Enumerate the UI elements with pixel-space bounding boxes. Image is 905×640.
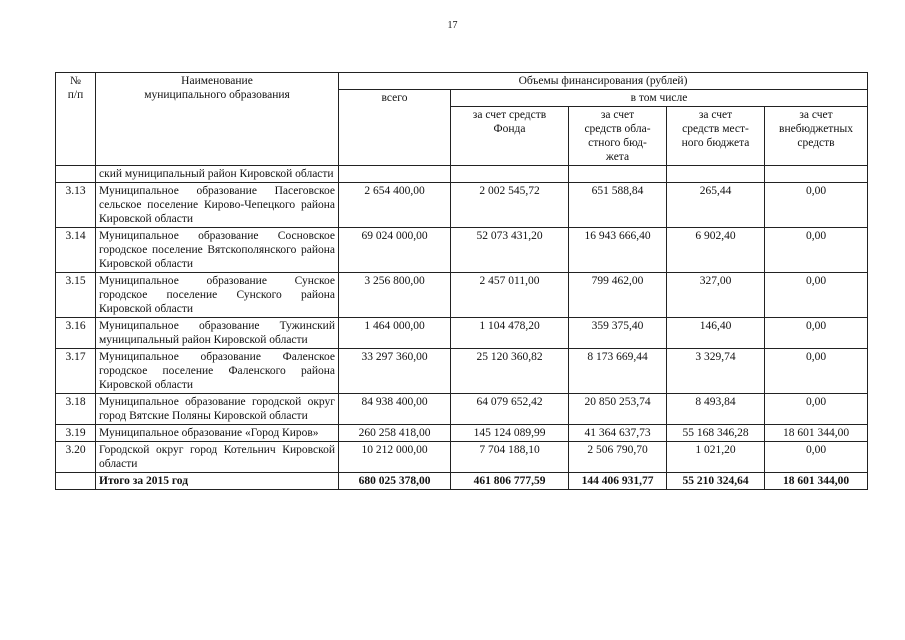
page-number: 17	[447, 20, 458, 31]
row-total: 2 654 400,00	[339, 183, 451, 228]
row-regional	[569, 166, 667, 183]
row-num: 3.19	[56, 425, 96, 442]
header-funding: Объемы финансирования (рублей)	[339, 73, 868, 90]
row-local: 327,00	[667, 273, 765, 318]
total-row-total: 680 025 378,00	[339, 473, 451, 490]
row-fund: 145 124 089,99	[451, 425, 569, 442]
table-row	[56, 442, 868, 473]
row-fund: 64 079 652,42	[451, 394, 569, 425]
row-name: Муниципальное образование Тужинский муниципальный район Кировской области	[96, 318, 339, 349]
row-name: Муниципальное образование «Город Киров»	[96, 425, 339, 442]
table-row	[56, 273, 868, 318]
total-row-regional: 144 406 931,77	[569, 473, 667, 490]
row-fund: 1 104 478,20	[451, 318, 569, 349]
table-row	[56, 394, 868, 425]
table-row	[56, 228, 868, 273]
row-regional: 20 850 253,74	[569, 394, 667, 425]
row-extra: 18 601 344,00	[765, 425, 868, 442]
row-fund: 2 457 011,00	[451, 273, 569, 318]
row-total: 3 256 800,00	[339, 273, 451, 318]
row-num: 3.15	[56, 273, 96, 318]
row-total: 1 464 000,00	[339, 318, 451, 349]
row-name: Муниципальное образование Сосновское городское поселение Вятскополянского района Кировской области	[96, 228, 339, 273]
total-row-local: 55 210 324,64	[667, 473, 765, 490]
row-local: 55 168 346,28	[667, 425, 765, 442]
total-row-label: Итого за 2015 год	[96, 473, 339, 490]
row-total: 33 297 360,00	[339, 349, 451, 394]
row-regional: 8 173 669,44	[569, 349, 667, 394]
row-regional: 359 375,40	[569, 318, 667, 349]
row-regional: 799 462,00	[569, 273, 667, 318]
row-local: 265,44	[667, 183, 765, 228]
row-regional: 2 506 790,70	[569, 442, 667, 473]
row-extra: 0,00	[765, 228, 868, 273]
row-name: Муниципальное образование Сунское городское поселение Сунского района Кировской области	[96, 273, 339, 318]
table-row	[56, 425, 868, 442]
total-row-extra: 18 601 344,00	[765, 473, 868, 490]
total-row-fund: 461 806 777,59	[451, 473, 569, 490]
funding-table	[55, 72, 868, 490]
row-extra: 0,00	[765, 318, 868, 349]
row-total: 260 258 418,00	[339, 425, 451, 442]
row-total	[339, 166, 451, 183]
row-regional: 651 588,84	[569, 183, 667, 228]
row-local: 3 329,74	[667, 349, 765, 394]
row-fund: 7 704 188,10	[451, 442, 569, 473]
header-including: в том числе	[451, 90, 868, 107]
header-regional: за счет средств обла- стного бюд- жета	[569, 107, 667, 166]
row-extra: 0,00	[765, 273, 868, 318]
header-local: за счет средств мест- ного бюджета	[667, 107, 765, 166]
row-num: 3.13	[56, 183, 96, 228]
row-name: Муниципальное образование Фаленское городское поселение Фаленского района Кировской области	[96, 349, 339, 394]
row-num: 3.18	[56, 394, 96, 425]
total-row-num	[56, 473, 96, 490]
row-extra	[765, 166, 868, 183]
table-row	[56, 349, 868, 394]
row-extra: 0,00	[765, 183, 868, 228]
row-regional: 16 943 666,40	[569, 228, 667, 273]
row-fund: 2 002 545,72	[451, 183, 569, 228]
row-local: 1 021,20	[667, 442, 765, 473]
row-regional: 41 364 637,73	[569, 425, 667, 442]
row-extra: 0,00	[765, 349, 868, 394]
row-total: 84 938 400,00	[339, 394, 451, 425]
row-total: 69 024 000,00	[339, 228, 451, 273]
total-row	[56, 473, 868, 490]
header-total: всего	[339, 90, 451, 166]
row-name: Муниципальное образование городской округ город Вятские Поляны Кировской области	[96, 394, 339, 425]
row-name: ский муниципальный район Кировской области	[96, 166, 339, 183]
table-row	[56, 318, 868, 349]
row-name: Городской округ город Котельнич Кировской области	[96, 442, 339, 473]
header-name: Наименование муниципального образования	[96, 73, 339, 166]
row-fund	[451, 166, 569, 183]
row-local: 8 493,84	[667, 394, 765, 425]
table-row	[56, 183, 868, 228]
row-local	[667, 166, 765, 183]
row-num: 3.20	[56, 442, 96, 473]
row-num: 3.14	[56, 228, 96, 273]
header-num: № п/п	[56, 73, 96, 166]
header-fund: за счет средств Фонда	[451, 107, 569, 166]
row-fund: 25 120 360,82	[451, 349, 569, 394]
row-num	[56, 166, 96, 183]
header-extra: за счет внебюджетных средств	[765, 107, 868, 166]
row-fund: 52 073 431,20	[451, 228, 569, 273]
row-extra: 0,00	[765, 394, 868, 425]
row-total: 10 212 000,00	[339, 442, 451, 473]
row-local: 6 902,40	[667, 228, 765, 273]
table-row	[56, 166, 868, 183]
row-name: Муниципальное образование Пасеговское сельское поселение Кирово-Чепецкого района Кировской области	[96, 183, 339, 228]
row-extra: 0,00	[765, 442, 868, 473]
row-num: 3.16	[56, 318, 96, 349]
row-num: 3.17	[56, 349, 96, 394]
row-local: 146,40	[667, 318, 765, 349]
